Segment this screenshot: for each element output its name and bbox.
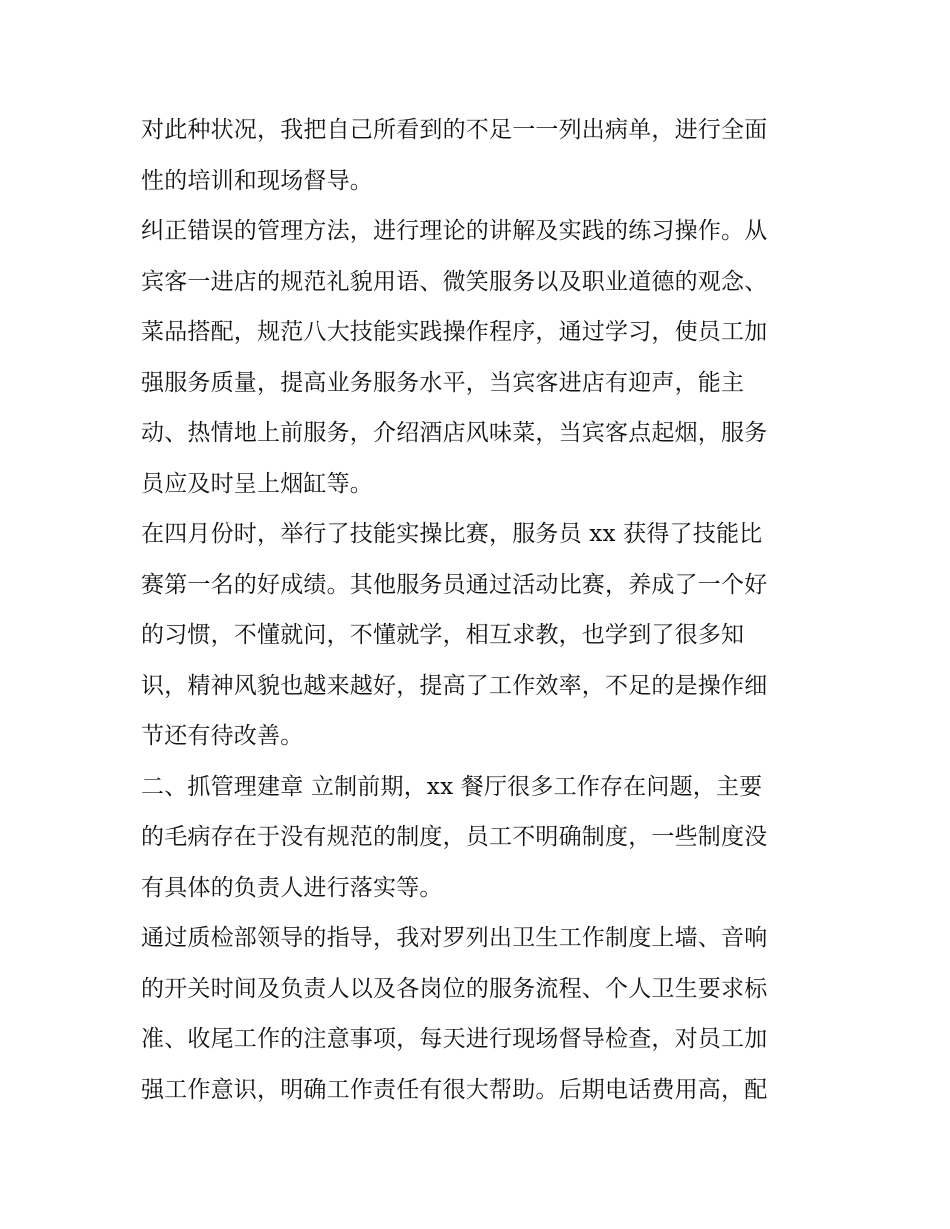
text-line: 识，精神风貌也越来越好，提高了工作效率，不足的是操作细: [141, 672, 768, 699]
text-line: 赛第一名的好成绩。其他服务员通过活动比赛，养成了一个好: [141, 571, 768, 598]
text-line: 宾客一进店的规范礼貌用语、微笑服务以及职业道德的观念、: [141, 268, 768, 295]
text-line: 通过质检部领导的指导，我对罗列出卫生工作制度上墙、音响: [141, 925, 768, 951]
text-line: 的习惯，不懂就问，不懂就学，相互求教，也学到了很多知: [141, 622, 745, 648]
text-line: 纠正错误的管理方法，进行理论的讲解及实践的练习操作。从: [141, 218, 768, 244]
text-line: 动、热情地上前服务，介绍酒店风味菜，当宾客点起烟，服务: [141, 420, 768, 446]
document-body: [141, 110, 813, 1120]
text-line: 节还有待改善。: [141, 723, 304, 749]
text-line: 有具体的负责人进行落实等。: [141, 874, 443, 901]
text-line: 性的培训和现场督导。: [141, 167, 373, 194]
text-line: 菜品搭配，规范八大技能实践操作程序，通过学习，使员工加: [141, 319, 768, 345]
text-line: 在四月份时，举行了技能实操比赛，服务员 xx 获得了技能比: [141, 521, 763, 547]
text-line: 的开关时间及负责人以及各岗位的服务流程、个人卫生要求标: [141, 975, 768, 1002]
text-line: 准、收尾工作的注意事项，每天进行现场督导检查，对员工加: [141, 1026, 768, 1052]
text-line: 的毛病存在于没有规范的制度，员工不明确制度，一些制度没: [141, 824, 768, 850]
text-line: 强服务质量，提高业务服务水平，当宾客进店有迎声，能主: [141, 369, 745, 396]
text-line: 强工作意识，明确工作责任有很大帮助。后期电话费用高，配: [141, 1076, 768, 1103]
text-line: 对此种状况，我把自己所看到的不足一一列出病单，进行全面: [141, 117, 768, 143]
text-line: 员应及时呈上烟缸等。: [141, 470, 373, 497]
text-line: 二、抓管理建章 立制前期，xx 餐厅很多工作存在问题，主要: [141, 773, 763, 800]
